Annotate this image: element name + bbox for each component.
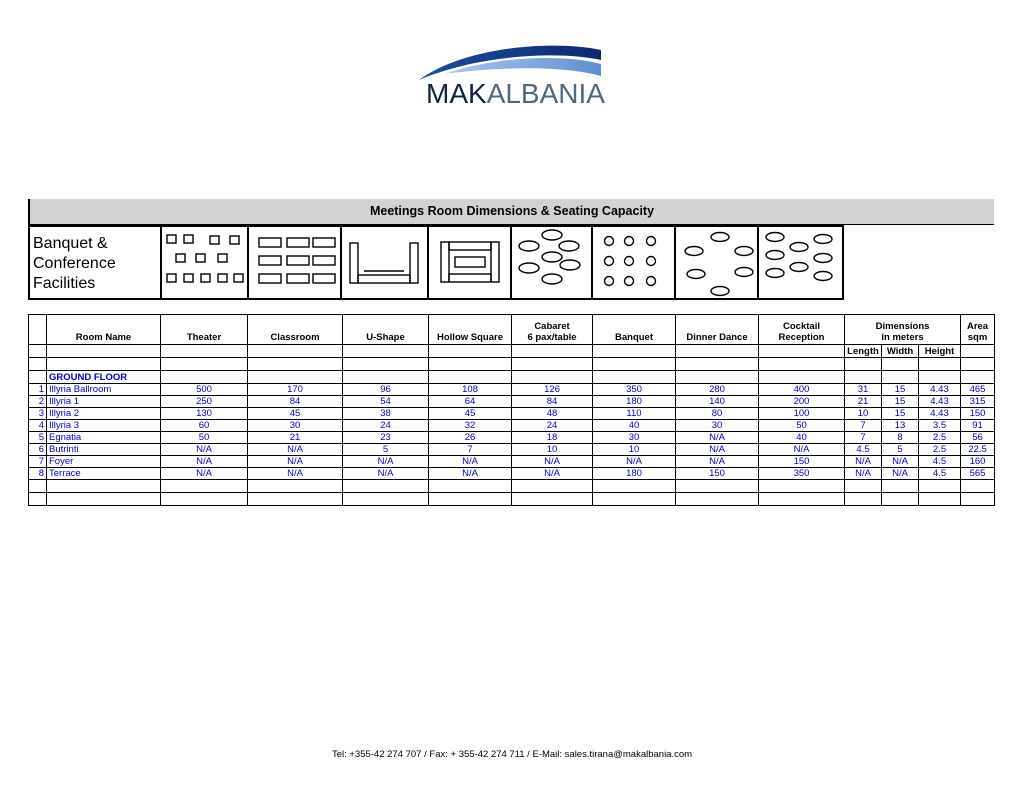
- cell-num: 4: [29, 420, 47, 432]
- cell-cabaret: 24: [512, 420, 593, 432]
- header-dimensions-line2: in meters: [881, 332, 924, 343]
- cell-cabaret: N/A: [512, 456, 593, 468]
- logo-wordmark: [426, 80, 605, 108]
- cocktail-layout-icon: [759, 227, 843, 299]
- title-bar: [28, 199, 994, 225]
- cell-width: N/A: [882, 456, 919, 468]
- cell-cocktail: 50: [759, 420, 845, 432]
- table-blank-row: [29, 358, 995, 371]
- cell-dinner-dance: 280: [676, 384, 759, 396]
- cell-cabaret: 126: [512, 384, 593, 396]
- cell-banquet: 30: [593, 432, 676, 444]
- table-row: [29, 432, 995, 444]
- table-floor-row: [29, 371, 995, 384]
- cell-dinner-dance: N/A: [676, 444, 759, 456]
- classroom-layout-cell: [247, 225, 342, 300]
- cell-name: Illyria 1: [47, 396, 161, 408]
- cell-name: Butrinti: [47, 444, 161, 456]
- header-cabaret-line2: 6 pax/table: [527, 332, 577, 343]
- layout-icons-row: [28, 225, 844, 300]
- table-row: [29, 444, 995, 456]
- cell-width: 15: [882, 396, 919, 408]
- cell-length: N/A: [845, 456, 882, 468]
- cell-area: 315: [961, 396, 995, 408]
- cell-width: 5: [882, 444, 919, 456]
- table-row: [29, 384, 995, 396]
- header-area-line2: sqm: [967, 332, 988, 343]
- cell-classroom: N/A: [248, 468, 343, 480]
- cabaret-layout-icon: [512, 227, 592, 299]
- cell-cocktail: 350: [759, 468, 845, 480]
- cell-num: 2: [29, 396, 47, 408]
- header-dimensions-line1: Dimensions: [875, 321, 930, 332]
- cell-height: 4.43: [919, 396, 961, 408]
- cell-hollow-square: 45: [429, 408, 512, 420]
- cabaret-layout-cell: [510, 225, 593, 300]
- cell-theater: N/A: [161, 456, 248, 468]
- cell-height: 4.5: [919, 468, 961, 480]
- cell-banquet: 10: [593, 444, 676, 456]
- cell-theater: 250: [161, 396, 248, 408]
- cell-cocktail: N/A: [759, 444, 845, 456]
- cell-dinner-dance: 140: [676, 396, 759, 408]
- cell-classroom: N/A: [248, 456, 343, 468]
- facilities-line2: Conference: [33, 255, 116, 272]
- cell-length: 21: [845, 396, 882, 408]
- cell-height: 4.43: [919, 384, 961, 396]
- cell-width: 8: [882, 432, 919, 444]
- cell-u-shape: 5: [343, 444, 429, 456]
- header-num: [29, 315, 47, 345]
- header-cocktail-line1: Cocktail: [783, 321, 820, 332]
- cell-name: Terrace: [47, 468, 161, 480]
- cell-dinner-dance: 80: [676, 408, 759, 420]
- cell-hollow-square: N/A: [429, 468, 512, 480]
- cell-height: 2.5: [919, 444, 961, 456]
- header-cabaret-line1: Cabaret: [534, 321, 570, 332]
- capacity-table: [28, 314, 995, 506]
- u-shape-layout-cell: [340, 225, 429, 300]
- cell-area: 160: [961, 456, 995, 468]
- cell-u-shape: 24: [343, 420, 429, 432]
- cell-classroom: 45: [248, 408, 343, 420]
- cell-u-shape: 54: [343, 396, 429, 408]
- dinner-dance-layout-icon: [676, 227, 758, 299]
- cell-height: 4.5: [919, 456, 961, 468]
- cell-width: 13: [882, 420, 919, 432]
- banquet-layout-cell: [591, 225, 676, 300]
- cell-num: 1: [29, 384, 47, 396]
- cell-area: 465: [961, 384, 995, 396]
- cell-classroom: 170: [248, 384, 343, 396]
- cell-hollow-square: 64: [429, 396, 512, 408]
- cell-u-shape: N/A: [343, 456, 429, 468]
- cell-length: N/A: [845, 468, 882, 480]
- header-area: [961, 315, 995, 345]
- cell-u-shape: 38: [343, 408, 429, 420]
- header-hollow-square: Hollow Square: [429, 315, 512, 345]
- cell-num: 6: [29, 444, 47, 456]
- cell-cocktail: 400: [759, 384, 845, 396]
- header-theater: Theater: [161, 315, 248, 345]
- facilities-line1: Banquet &: [33, 235, 108, 252]
- cell-area: 565: [961, 468, 995, 480]
- cell-banquet: N/A: [593, 456, 676, 468]
- cell-u-shape: 96: [343, 384, 429, 396]
- cell-cabaret: 84: [512, 396, 593, 408]
- cell-name: Illyria 3: [47, 420, 161, 432]
- table-blank-row: [29, 480, 995, 493]
- page-title: Meetings Room Dimensions & Seating Capacity: [369, 204, 655, 218]
- header-classroom: Classroom: [248, 315, 343, 345]
- cell-length: 7: [845, 432, 882, 444]
- table-row: [29, 456, 995, 468]
- facilities-line3: Facilities: [33, 275, 96, 292]
- header-cocktail: [759, 315, 845, 345]
- cell-theater: 500: [161, 384, 248, 396]
- cell-banquet: 180: [593, 468, 676, 480]
- theater-layout-cell: [160, 225, 249, 300]
- contact-footer: Tel: +355-42 274 707 / Fax: + 355-42 274 711 / E-Mail: sales.tirana@makalbania.com: [331, 749, 693, 760]
- header-dimensions: [845, 315, 961, 345]
- u-shape-layout-icon: [342, 227, 428, 299]
- cell-num: 8: [29, 468, 47, 480]
- hollow-square-layout-cell: [427, 225, 512, 300]
- cell-length: 10: [845, 408, 882, 420]
- cell-cabaret: 18: [512, 432, 593, 444]
- header-cabaret: [512, 315, 593, 345]
- logo-text-albania: ALBANIA: [486, 78, 605, 109]
- cell-classroom: N/A: [248, 444, 343, 456]
- table-row: [29, 396, 995, 408]
- cell-theater: N/A: [161, 444, 248, 456]
- header-length: Length: [845, 345, 882, 358]
- makalbania-logo: [415, 36, 615, 112]
- cell-banquet: 350: [593, 384, 676, 396]
- facilities-label: [33, 234, 116, 294]
- cell-area: 22.5: [961, 444, 995, 456]
- cell-length: 7: [845, 420, 882, 432]
- cell-num: 5: [29, 432, 47, 444]
- cell-cocktail: 150: [759, 456, 845, 468]
- cell-num: 7: [29, 456, 47, 468]
- cell-name: Egnatia: [47, 432, 161, 444]
- table-subheader-row: [29, 345, 995, 358]
- cell-hollow-square: 26: [429, 432, 512, 444]
- header-room-name: Room Name: [47, 315, 161, 345]
- header-u-shape: U-Shape: [343, 315, 429, 345]
- header-cocktail-line2: Reception: [778, 332, 825, 343]
- cell-num: 3: [29, 408, 47, 420]
- cell-classroom: 30: [248, 420, 343, 432]
- logo-text-mak: MAK: [426, 78, 487, 109]
- cell-hollow-square: 108: [429, 384, 512, 396]
- cell-u-shape: 23: [343, 432, 429, 444]
- cocktail-layout-cell: [757, 225, 844, 300]
- theater-layout-icon: [162, 227, 248, 299]
- cell-cabaret: 10: [512, 444, 593, 456]
- banquet-layout-icon: [593, 227, 675, 299]
- cell-name: Illyria Ballroom: [47, 384, 161, 396]
- header-height: Height: [919, 345, 961, 358]
- table-row: [29, 468, 995, 480]
- room-rows: [29, 384, 995, 480]
- cell-banquet: 40: [593, 420, 676, 432]
- cell-dinner-dance: N/A: [676, 432, 759, 444]
- cell-name: Illyria 2: [47, 408, 161, 420]
- cell-area: 56: [961, 432, 995, 444]
- header-width: Width: [882, 345, 919, 358]
- cell-banquet: 180: [593, 396, 676, 408]
- cell-dinner-dance: 150: [676, 468, 759, 480]
- classroom-layout-icon: [249, 227, 341, 299]
- cell-height: 3.5: [919, 420, 961, 432]
- cell-length: 31: [845, 384, 882, 396]
- cell-height: 2.5: [919, 432, 961, 444]
- table-blank-row: [29, 493, 995, 506]
- floor-label: GROUND FLOOR: [47, 371, 161, 384]
- cell-classroom: 84: [248, 396, 343, 408]
- dinner-dance-layout-cell: [674, 225, 759, 300]
- table-row: [29, 420, 995, 432]
- cell-area: 150: [961, 408, 995, 420]
- header-banquet: Banquet: [593, 315, 676, 345]
- cell-theater: 130: [161, 408, 248, 420]
- cell-name: Foyer: [47, 456, 161, 468]
- cell-theater: N/A: [161, 468, 248, 480]
- cell-width: 15: [882, 408, 919, 420]
- cell-dinner-dance: 30: [676, 420, 759, 432]
- header-area-line1: Area: [966, 321, 989, 332]
- cell-width: 15: [882, 384, 919, 396]
- cell-hollow-square: 7: [429, 444, 512, 456]
- cell-cocktail: 40: [759, 432, 845, 444]
- cell-cocktail: 100: [759, 408, 845, 420]
- cell-cocktail: 200: [759, 396, 845, 408]
- cell-cabaret: N/A: [512, 468, 593, 480]
- cell-theater: 60: [161, 420, 248, 432]
- cell-area: 91: [961, 420, 995, 432]
- cell-height: 4.43: [919, 408, 961, 420]
- cell-cabaret: 48: [512, 408, 593, 420]
- cell-length: 4.5: [845, 444, 882, 456]
- header-dinner-dance: Dinner Dance: [676, 315, 759, 345]
- hollow-square-layout-icon: [429, 227, 511, 299]
- cell-hollow-square: 32: [429, 420, 512, 432]
- table-header-row: [29, 315, 995, 345]
- table-row: [29, 408, 995, 420]
- cell-hollow-square: N/A: [429, 456, 512, 468]
- facilities-cell: [28, 225, 162, 300]
- cell-u-shape: N/A: [343, 468, 429, 480]
- cell-banquet: 110: [593, 408, 676, 420]
- cell-width: N/A: [882, 468, 919, 480]
- cell-classroom: 21: [248, 432, 343, 444]
- cell-dinner-dance: N/A: [676, 456, 759, 468]
- cell-theater: 50: [161, 432, 248, 444]
